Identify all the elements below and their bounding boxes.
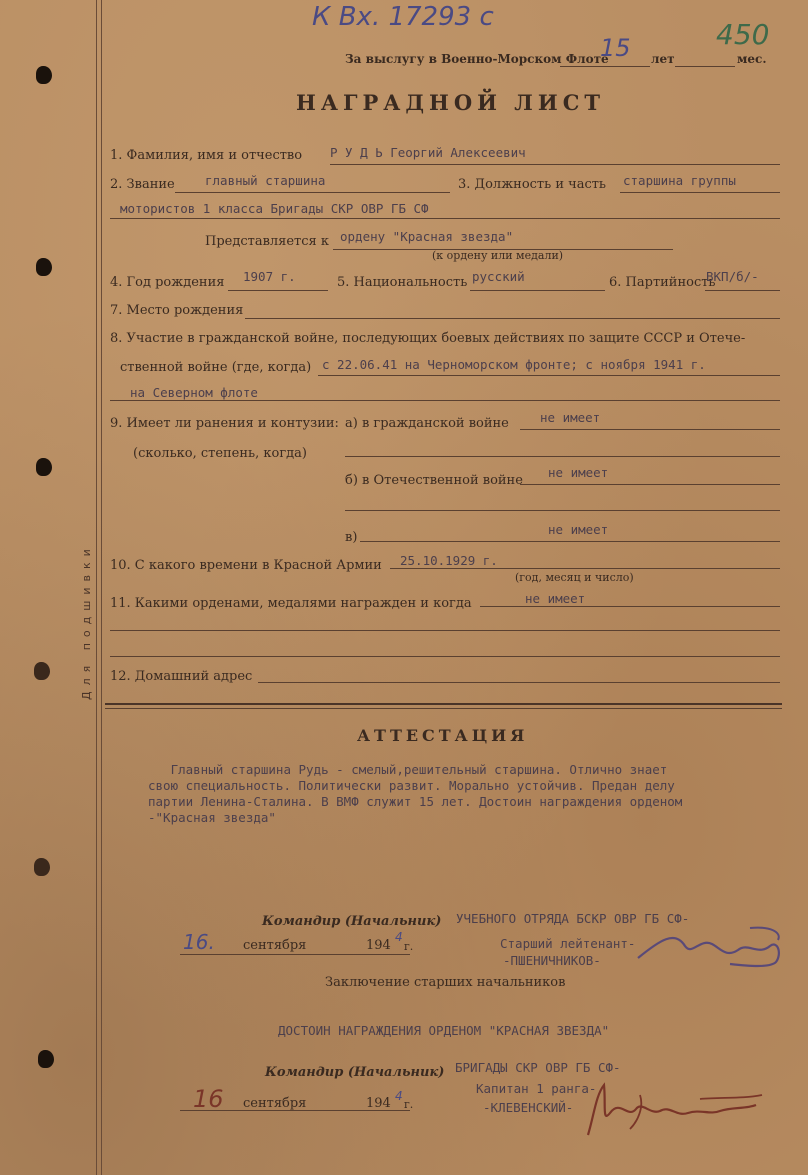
field-8-value-continued: на Северном флоте [130,385,258,400]
conclusion-signature [580,1075,770,1145]
presented-hint: (к ордену или медали) [432,249,564,262]
conclusion-date-year-digit: 4 [395,1089,403,1103]
service-label: За выслугу в Военно-Морском Флоте [345,52,609,66]
conclusion-date-year-end: г. [404,1098,414,1111]
field-6-label: 6. Партийность [609,275,716,290]
field-8-label: 8. Участие в гражданской войне, последующих боевых действиях по защите СССР и Отече- [110,331,746,346]
binding-hole [36,458,52,476]
attestation-date-year-digit: 4 [395,930,403,944]
field-9a-label: а) в гражданской войне [345,416,509,431]
conclusion-rank: Капитан 1 ранга- [476,1081,597,1096]
binding-hole [36,66,52,84]
service-years: 15 [600,34,631,62]
service-years-label: лет [651,52,675,66]
field-1-value: Р У Д Ь Георгий Алексеевич [330,145,526,160]
field-5-label: 5. Национальность [337,275,468,290]
field-10-hint: (год, месяц и число) [515,571,634,584]
binding-hole [38,1050,54,1068]
field-12-label: 12. Домашний адрес [110,669,253,684]
conclusion-date-day: 16 [193,1085,224,1113]
commander-rank: Старший лейтенант- [500,936,636,951]
conclusion-name: -КЛЕВЕНСКИЙ- [483,1100,574,1115]
attestation-line: -"Красная звезда" [148,810,276,825]
service-months-label: мес. [737,52,767,66]
conclusion-label: Заключение старших начальников [325,975,566,990]
attestation-date-day: 16. [183,930,215,954]
field-11-value: не имеет [525,591,586,606]
field-2-label: 2. Звание [110,177,175,192]
presented-label: Представляется к [205,234,329,249]
commander-signature [630,920,790,980]
field-6-value: ВКП/б/- [706,269,759,284]
archive-mark: К Вх. 17293 с [312,2,494,32]
field-7-label: 7. Место рождения [110,303,244,318]
conclusion-commander-label: Командир (Начальник) [265,1065,445,1080]
attestation-date-year: 194 [366,938,391,953]
field-9c-value: не имеет [548,522,609,537]
archive-number: 450 [716,18,770,51]
binding-hole [34,662,50,680]
field-5-value: русский [472,269,525,284]
page-title: НАГРАДНОЙ ЛИСТ [296,90,606,115]
field-9-hint: (сколько, степень, когда) [133,446,307,461]
field-9a-value: не имеет [540,410,601,425]
field-3-value-continued: мотористов 1 класса Бригады СКР ОВР ГБ СФ [120,201,429,216]
field-3-label: 3. Должность и часть [458,177,607,192]
conclusion-date-month: сентября [243,1096,307,1111]
field-3-value: старшина группы [623,173,736,188]
presented-value: ордену "Красная звезда" [340,229,514,244]
field-1-label: 1. Фамилия, имя и отчество [110,148,303,163]
attestation-title: АТТЕСТАЦИЯ [357,726,529,745]
field-9-label: 9. Имеет ли ранения и контузии: [110,416,339,431]
side-note: Для подшивки [80,543,93,700]
attestation-line: партии Ленина-Сталина. В ВМФ служит 15 лет. Достоин награждения орденом [148,794,683,809]
field-9b-label: б) в Отечественной войне [345,473,523,488]
field-11-label: 11. Какими орденами, медалями награжден и когда [110,596,472,611]
field-8-label-continued: ственной войне (где, когда) [120,360,312,375]
attestation-line: Главный старшина Рудь - смелый,решительный старшина. Отлично знает [148,762,668,777]
attestation-date-month: сентября [243,938,307,953]
field-9b-value: не имеет [548,465,609,480]
conclusion-unit: БРИГАДЫ СКР ОВР ГБ СФ- [455,1060,621,1075]
conclusion-text: ДОСТОИН НАГРАЖДЕНИЯ ОРДЕНОМ "КРАСНАЯ ЗВЕЗДА" [278,1023,610,1038]
commander-label: Командир (Начальник) [262,914,442,929]
field-2-value: главный старшина [205,173,326,188]
conclusion-date-year: 194 [366,1096,391,1111]
binding-hole [34,858,50,876]
field-4-label: 4. Год рождения [110,275,225,290]
field-8-value: с 22.06.41 на Черноморском фронте; с ноября 1941 г. [322,357,706,372]
attestation-line: свою специальность. Политически развит. Морально устойчив. Предан делу [148,778,675,793]
field-9c-label: в) [345,530,358,545]
attestation-date-year-end: г. [404,940,414,953]
commander-unit: УЧЕБНОГО ОТРЯДА БСКР ОВР ГБ СФ- [456,911,690,926]
field-10-label: 10. С какого времени в Красной Армии [110,558,382,573]
field-10-value: 25.10.1929 г. [400,553,498,568]
commander-name: -ПШЕНИЧНИКОВ- [503,953,601,968]
binding-hole [36,258,52,276]
field-4-value: 1907 г. [243,269,296,284]
